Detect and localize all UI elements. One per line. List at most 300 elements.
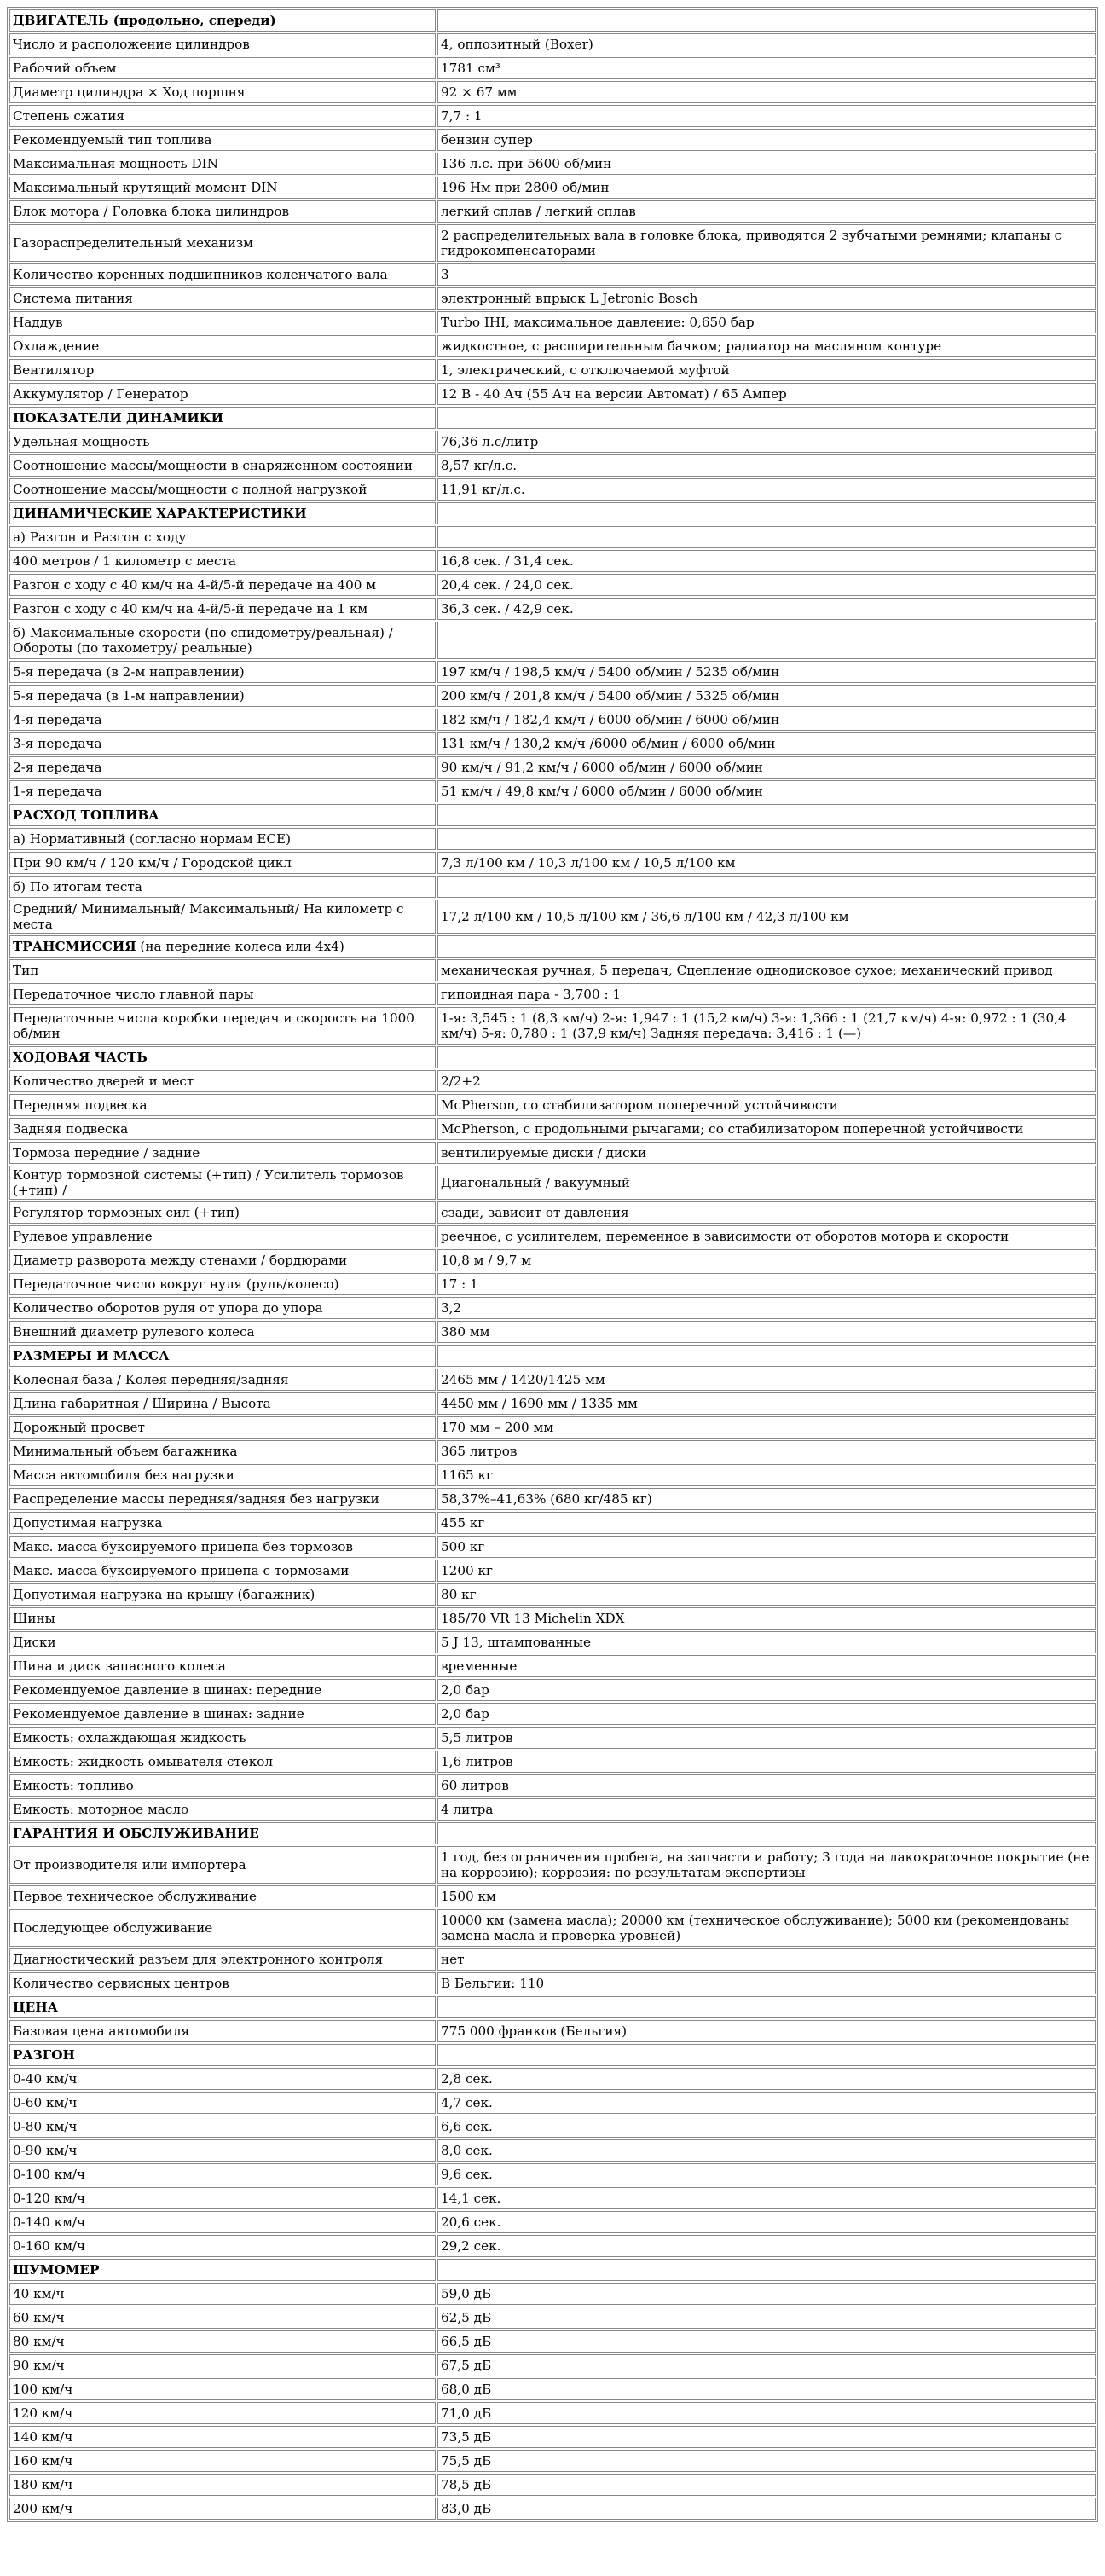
spec-label: Макс. масса буксируемого прицепа с тормозами bbox=[9, 1560, 436, 1582]
spec-label: Соотношение массы/мощности с полной нагрузкой bbox=[9, 478, 436, 501]
spec-label: Наддув bbox=[9, 311, 436, 333]
spec-row bbox=[9, 57, 1096, 79]
spec-row bbox=[9, 1118, 1096, 1140]
spec-value bbox=[437, 2044, 1096, 2066]
spec-value: механическая ручная, 5 передач, Сцепление однодисковое сухое; механический привод bbox=[437, 959, 1096, 981]
spec-row bbox=[9, 2235, 1096, 2257]
spec-label: 120 км/ч bbox=[9, 2402, 436, 2424]
spec-row bbox=[9, 1464, 1096, 1486]
section-title bbox=[9, 2259, 436, 2281]
spec-value: В Бельгии: 110 bbox=[437, 1972, 1096, 1994]
spec-label: Количество оборотов руля от упора до упора bbox=[9, 1297, 436, 1319]
spec-label: Распределение массы передняя/задняя без нагрузки bbox=[9, 1488, 436, 1510]
spec-value: бензин супер bbox=[437, 129, 1096, 151]
spec-row bbox=[9, 2211, 1096, 2233]
spec-value: гипоидная пара - 3,700 : 1 bbox=[437, 983, 1096, 1005]
spec-sheet bbox=[7, 7, 1098, 2522]
spec-label: 90 км/ч bbox=[9, 2354, 436, 2376]
spec-label: 0-80 км/ч bbox=[9, 2116, 436, 2138]
spec-label: Шина и диск запасного колеса bbox=[9, 1655, 436, 1677]
spec-value: 2465 мм / 1420/1425 мм bbox=[437, 1369, 1096, 1391]
spec-label: Внешний диаметр рулевого колеса bbox=[9, 1321, 436, 1343]
spec-label: Диски bbox=[9, 1631, 436, 1653]
spec-label: Охлаждение bbox=[9, 335, 436, 357]
section-header-row bbox=[9, 1996, 1096, 2018]
spec-value: 3,2 bbox=[437, 1297, 1096, 1319]
spec-label: Шины bbox=[9, 1607, 436, 1630]
spec-value: 59,0 дБ bbox=[437, 2283, 1096, 2305]
spec-row bbox=[9, 2307, 1096, 2329]
section-header-row bbox=[9, 9, 1096, 32]
spec-value: 83,0 дБ bbox=[437, 2498, 1096, 2520]
spec-row bbox=[9, 574, 1096, 596]
spec-row bbox=[9, 1392, 1096, 1415]
spec-row bbox=[9, 431, 1096, 453]
spec-row bbox=[9, 1536, 1096, 1558]
spec-value: 131 км/ч / 130,2 км/ч /6000 об/мин / 6000 об/мин bbox=[437, 732, 1096, 755]
spec-value: 68,0 дБ bbox=[437, 2378, 1096, 2400]
spec-label: а) Разгон и Разгон с ходу bbox=[9, 526, 436, 548]
spec-row bbox=[9, 335, 1096, 357]
spec-label: Емкость: топливо bbox=[9, 1774, 436, 1797]
spec-row bbox=[9, 983, 1096, 1005]
spec-row bbox=[9, 200, 1096, 223]
spec-value: McPherson, с продольными рычагами; со стабилизатором поперечной устойчивости bbox=[437, 1118, 1096, 1140]
spec-row bbox=[9, 2116, 1096, 2138]
spec-row bbox=[9, 1488, 1096, 1510]
spec-row bbox=[9, 1560, 1096, 1582]
spec-label: Рекомендуемое давление в шинах: передние bbox=[9, 1679, 436, 1701]
spec-row bbox=[9, 756, 1096, 779]
spec-row bbox=[9, 1972, 1096, 1994]
spec-value: жидкостное, с расширительным бачком; радиатор на масляном контуре bbox=[437, 335, 1096, 357]
spec-row bbox=[9, 661, 1096, 683]
spec-row bbox=[9, 685, 1096, 707]
spec-value: 29,2 сек. bbox=[437, 2235, 1096, 2257]
spec-value: 67,5 дБ bbox=[437, 2354, 1096, 2376]
spec-value: 7,3 л/100 км / 10,3 л/100 км / 10,5 л/100 км bbox=[437, 852, 1096, 874]
spec-row bbox=[9, 1512, 1096, 1534]
spec-row bbox=[9, 2068, 1096, 2090]
spec-row bbox=[9, 900, 1096, 934]
spec-label: 60 км/ч bbox=[9, 2307, 436, 2329]
spec-row bbox=[9, 1201, 1096, 1224]
spec-value: 2,0 бар bbox=[437, 1703, 1096, 1725]
spec-value: 36,3 сек. / 42,9 сек. bbox=[437, 598, 1096, 620]
spec-row bbox=[9, 311, 1096, 333]
spec-value bbox=[437, 828, 1096, 850]
spec-row bbox=[9, 2450, 1096, 2472]
spec-value: сзади, зависит от давления bbox=[437, 1201, 1096, 1224]
spec-label: 0-60 км/ч bbox=[9, 2092, 436, 2114]
spec-label: б) Максимальные скорости (по спидометру/реальная) / Обороты (по тахометру/ реальные) bbox=[9, 622, 436, 659]
spec-row bbox=[9, 1846, 1096, 1884]
spec-label: Макс. масса буксируемого прицепа без тормозов bbox=[9, 1536, 436, 1558]
spec-label: 0-120 км/ч bbox=[9, 2187, 436, 2209]
spec-row bbox=[9, 383, 1096, 405]
spec-value: 16,8 сек. / 31,4 сек. bbox=[437, 550, 1096, 572]
section-title-text: ГАРАНТИЯ И ОБСЛУЖИВАНИЕ bbox=[13, 1826, 259, 1841]
spec-value: 380 мм bbox=[437, 1321, 1096, 1343]
spec-label: Масса автомобиля без нагрузки bbox=[9, 1464, 436, 1486]
spec-value: 2,0 бар bbox=[437, 1679, 1096, 1701]
spec-value: 2,8 сек. bbox=[437, 2068, 1096, 2090]
spec-row bbox=[9, 2020, 1096, 2042]
spec-label: От производителя или импортера bbox=[9, 1846, 436, 1884]
spec-row bbox=[9, 2354, 1096, 2376]
spec-label: Передаточное число главной пары bbox=[9, 983, 436, 1005]
spec-value: 17 : 1 bbox=[437, 1273, 1096, 1295]
spec-value: 170 мм – 200 мм bbox=[437, 1416, 1096, 1439]
spec-label: Тип bbox=[9, 959, 436, 981]
spec-label: Максимальная мощность DIN bbox=[9, 153, 436, 175]
spec-value: 11,91 кг/л.с. bbox=[437, 478, 1096, 501]
spec-row bbox=[9, 1142, 1096, 1164]
spec-value: 455 кг bbox=[437, 1512, 1096, 1534]
spec-label: 100 км/ч bbox=[9, 2378, 436, 2400]
spec-value bbox=[437, 2259, 1096, 2281]
spec-label: 0-140 км/ч bbox=[9, 2211, 436, 2233]
spec-row bbox=[9, 2474, 1096, 2496]
section-title bbox=[9, 935, 436, 958]
spec-label: 0-40 км/ч bbox=[9, 2068, 436, 2090]
spec-row bbox=[9, 2426, 1096, 2448]
spec-value: 185/70 VR 13 Michelin XDX bbox=[437, 1607, 1096, 1630]
section-title bbox=[9, 1345, 436, 1367]
section-title-text: РАЗМЕРЫ И МАССА bbox=[13, 1348, 170, 1363]
spec-label: Аккумулятор / Генератор bbox=[9, 383, 436, 405]
spec-row bbox=[9, 2139, 1096, 2162]
spec-value: 1165 кг bbox=[437, 1464, 1096, 1486]
spec-value: временные bbox=[437, 1655, 1096, 1677]
spec-label: 200 км/ч bbox=[9, 2498, 436, 2520]
spec-value: 1-я: 3,545 : 1 (8,3 км/ч) 2-я: 1,947 : 1 (15,2 км/ч) 3-я: 1,366 : 1 (21,7 км/ч) 4-я: 0,972 : 1 (30,4 км/ч) 5-я: 0,780 : 1 (37,9 км/ч) Задняя передача: 3,416 : 1 (—) bbox=[437, 1007, 1096, 1045]
spec-label: Количество коренных подшипников коленчатого вала bbox=[9, 263, 436, 286]
section-header-row bbox=[9, 2044, 1096, 2066]
spec-label: 5-я передача (в 2-м направлении) bbox=[9, 661, 436, 683]
spec-label: Степень сжатия bbox=[9, 105, 436, 127]
spec-value: нет bbox=[437, 1948, 1096, 1971]
spec-label: Соотношение массы/мощности в снаряженном состоянии bbox=[9, 454, 436, 477]
spec-row bbox=[9, 2378, 1096, 2400]
spec-row bbox=[9, 1727, 1096, 1749]
spec-row bbox=[9, 622, 1096, 659]
spec-value bbox=[437, 526, 1096, 548]
spec-value: McPherson, со стабилизатором поперечной устойчивости bbox=[437, 1094, 1096, 1116]
section-header-row bbox=[9, 1822, 1096, 1844]
spec-value: 5 J 13, штампованные bbox=[437, 1631, 1096, 1653]
spec-value: 6,6 сек. bbox=[437, 2116, 1096, 2138]
spec-row bbox=[9, 1583, 1096, 1606]
section-header-row bbox=[9, 935, 1096, 958]
spec-value: 51 км/ч / 49,8 км/ч / 6000 об/мин / 6000 об/мин bbox=[437, 780, 1096, 802]
spec-row bbox=[9, 732, 1096, 755]
spec-row bbox=[9, 153, 1096, 175]
section-header-row bbox=[9, 502, 1096, 524]
spec-value: легкий сплав / легкий сплав bbox=[437, 200, 1096, 223]
spec-row bbox=[9, 478, 1096, 501]
spec-label: 0-90 км/ч bbox=[9, 2139, 436, 2162]
spec-label: Газораспределительный механизм bbox=[9, 224, 436, 262]
spec-label: Допустимая нагрузка bbox=[9, 1512, 436, 1534]
spec-value: 8,0 сек. bbox=[437, 2139, 1096, 2162]
spec-label: Емкость: моторное масло bbox=[9, 1798, 436, 1821]
spec-row bbox=[9, 2283, 1096, 2305]
spec-row bbox=[9, 1094, 1096, 1116]
spec-label: Последующее обслуживание bbox=[9, 1909, 436, 1947]
spec-value: 17,2 л/100 км / 10,5 л/100 км / 36,6 л/100 км / 42,3 л/100 км bbox=[437, 900, 1096, 934]
spec-row bbox=[9, 1225, 1096, 1247]
spec-row bbox=[9, 2330, 1096, 2353]
spec-value: 10,8 м / 9,7 м bbox=[437, 1249, 1096, 1271]
spec-label: Емкость: жидкость омывателя стекол bbox=[9, 1751, 436, 1773]
spec-value: 62,5 дБ bbox=[437, 2307, 1096, 2329]
spec-label: а) Нормативный (согласно нормам ECE) bbox=[9, 828, 436, 850]
spec-row bbox=[9, 224, 1096, 262]
spec-row bbox=[9, 876, 1096, 898]
section-header-row bbox=[9, 804, 1096, 826]
spec-value: 4 литра bbox=[437, 1798, 1096, 1821]
section-title-text: ТРАНСМИССИЯ bbox=[13, 939, 136, 954]
spec-label: Задняя подвеска bbox=[9, 1118, 436, 1140]
spec-label: 140 км/ч bbox=[9, 2426, 436, 2448]
section-title bbox=[9, 1822, 436, 1844]
spec-row bbox=[9, 1798, 1096, 1821]
spec-value: вентилируемые диски / диски bbox=[437, 1142, 1096, 1164]
spec-row bbox=[9, 33, 1096, 55]
spec-row bbox=[9, 2402, 1096, 2424]
spec-label: Передаточное число вокруг нуля (руль/колесо) bbox=[9, 1273, 436, 1295]
spec-label: Диагностический разъем для электронного контроля bbox=[9, 1948, 436, 1971]
spec-table-body bbox=[9, 9, 1096, 2520]
spec-value: 14,1 сек. bbox=[437, 2187, 1096, 2209]
spec-label: 0-100 км/ч bbox=[9, 2163, 436, 2185]
spec-value: 1, электрический, с отключаемой муфтой bbox=[437, 359, 1096, 381]
spec-row bbox=[9, 1166, 1096, 1200]
spec-label: Тормоза передние / задние bbox=[9, 1142, 436, 1164]
spec-value: 71,0 дБ bbox=[437, 2402, 1096, 2424]
spec-value: 5,5 литров bbox=[437, 1727, 1096, 1749]
spec-value: 2/2+2 bbox=[437, 1070, 1096, 1092]
section-title bbox=[9, 502, 436, 524]
spec-label: Разгон с ходу с 40 км/ч на 4-й/5-й передаче на 1 км bbox=[9, 598, 436, 620]
section-title-suffix: (на передние колеса или 4x4) bbox=[136, 939, 344, 954]
spec-value: 20,6 сек. bbox=[437, 2211, 1096, 2233]
spec-label: Разгон с ходу с 40 км/ч на 4-й/5-й передаче на 400 м bbox=[9, 574, 436, 596]
spec-label: Количество дверей и мест bbox=[9, 1070, 436, 1092]
spec-row bbox=[9, 1297, 1096, 1319]
section-title bbox=[9, 9, 436, 32]
spec-value: 1200 кг bbox=[437, 1560, 1096, 1582]
spec-table bbox=[7, 7, 1098, 2522]
section-title-text: ЦЕНА bbox=[13, 2000, 58, 2015]
spec-row bbox=[9, 2498, 1096, 2520]
spec-value: 136 л.с. при 5600 об/мин bbox=[437, 153, 1096, 175]
spec-value bbox=[437, 1822, 1096, 1844]
spec-label: Контур тормозной системы (+тип) / Усилитель тормозов (+тип) / bbox=[9, 1166, 436, 1200]
spec-value: 365 литров bbox=[437, 1440, 1096, 1462]
spec-row bbox=[9, 1655, 1096, 1677]
section-title bbox=[9, 804, 436, 826]
spec-row bbox=[9, 1885, 1096, 1907]
spec-row bbox=[9, 1007, 1096, 1045]
section-header-row bbox=[9, 2259, 1096, 2281]
spec-row bbox=[9, 359, 1096, 381]
spec-row bbox=[9, 959, 1096, 981]
spec-row bbox=[9, 828, 1096, 850]
spec-value: 200 км/ч / 201,8 км/ч / 5400 об/мин / 5325 об/мин bbox=[437, 685, 1096, 707]
spec-value: 75,5 дБ bbox=[437, 2450, 1096, 2472]
spec-value: 4450 мм / 1690 мм / 1335 мм bbox=[437, 1392, 1096, 1415]
spec-label: Удельная мощность bbox=[9, 431, 436, 453]
spec-value: 1781 см³ bbox=[437, 57, 1096, 79]
spec-value: 9,6 сек. bbox=[437, 2163, 1096, 2185]
spec-row bbox=[9, 1070, 1096, 1092]
spec-value: 1,6 литров bbox=[437, 1751, 1096, 1773]
spec-label: Рекомендуемое давление в шинах: задние bbox=[9, 1703, 436, 1725]
spec-row bbox=[9, 177, 1096, 199]
spec-row bbox=[9, 454, 1096, 477]
spec-label: Рулевое управление bbox=[9, 1225, 436, 1247]
spec-label: Блок мотора / Головка блока цилиндров bbox=[9, 200, 436, 223]
section-title-text: РАСХОД ТОПЛИВА bbox=[13, 808, 159, 823]
spec-value: 73,5 дБ bbox=[437, 2426, 1096, 2448]
section-title bbox=[9, 1996, 436, 2018]
spec-row bbox=[9, 105, 1096, 127]
spec-value: 78,5 дБ bbox=[437, 2474, 1096, 2496]
section-title-text: ДВИГАТЕЛЬ (продольно, спереди) bbox=[13, 13, 276, 28]
spec-row bbox=[9, 2163, 1096, 2185]
section-title-text: ПОКАЗАТЕЛИ ДИНАМИКИ bbox=[13, 410, 223, 425]
spec-label: Минимальный объем багажника bbox=[9, 1440, 436, 1462]
spec-row bbox=[9, 550, 1096, 572]
spec-row bbox=[9, 1416, 1096, 1439]
spec-value: 197 км/ч / 198,5 км/ч / 5400 об/мин / 5235 об/мин bbox=[437, 661, 1096, 683]
spec-row bbox=[9, 1679, 1096, 1701]
spec-value bbox=[437, 1996, 1096, 2018]
section-title-text: ХОДОВАЯ ЧАСТЬ bbox=[13, 1050, 148, 1065]
spec-value: 12 В - 40 Ач (55 Ач на версии Автомат) / 65 Ампер bbox=[437, 383, 1096, 405]
spec-label: 400 метров / 1 километр с места bbox=[9, 550, 436, 572]
spec-label: При 90 км/ч / 120 км/ч / Городской цикл bbox=[9, 852, 436, 874]
section-header-row bbox=[9, 1046, 1096, 1068]
spec-value bbox=[437, 622, 1096, 659]
spec-value bbox=[437, 1046, 1096, 1068]
spec-row bbox=[9, 1607, 1096, 1630]
spec-row bbox=[9, 1774, 1096, 1797]
spec-row bbox=[9, 129, 1096, 151]
spec-value: 7,7 : 1 bbox=[437, 105, 1096, 127]
spec-value: 66,5 дБ bbox=[437, 2330, 1096, 2353]
spec-row bbox=[9, 1703, 1096, 1725]
spec-label: 5-я передача (в 1-м направлении) bbox=[9, 685, 436, 707]
spec-value: электронный впрыск L Jetronic Bosch bbox=[437, 287, 1096, 310]
spec-label: Диаметр разворота между стенами / бордюрами bbox=[9, 1249, 436, 1271]
spec-label: Средний/ Минимальный/ Максимальный/ На километр с места bbox=[9, 900, 436, 934]
spec-label: Максимальный крутящий момент DIN bbox=[9, 177, 436, 199]
spec-row bbox=[9, 1631, 1096, 1653]
spec-value: 60 литров bbox=[437, 1774, 1096, 1797]
section-header-row bbox=[9, 407, 1096, 429]
spec-row bbox=[9, 1273, 1096, 1295]
spec-label: Емкость: охлаждающая жидкость bbox=[9, 1727, 436, 1749]
spec-label: Рекомендуемый тип топлива bbox=[9, 129, 436, 151]
spec-label: б) По итогам теста bbox=[9, 876, 436, 898]
spec-value: 2 распределительных вала в головке блока, приводятся 2 зубчатыми ремнями; клапаны с гидрокомпенсаторами bbox=[437, 224, 1096, 262]
spec-row bbox=[9, 81, 1096, 103]
spec-value bbox=[437, 804, 1096, 826]
spec-row bbox=[9, 1440, 1096, 1462]
spec-label: 1-я передача bbox=[9, 780, 436, 802]
spec-label: Регулятор тормозных сил (+тип) bbox=[9, 1201, 436, 1224]
spec-row bbox=[9, 2187, 1096, 2209]
spec-label: Первое техническое обслуживание bbox=[9, 1885, 436, 1907]
spec-value: 8,57 кг/л.с. bbox=[437, 454, 1096, 477]
spec-value: 196 Нм при 2800 об/мин bbox=[437, 177, 1096, 199]
spec-value: Диагональный / вакуумный bbox=[437, 1166, 1096, 1200]
spec-value bbox=[437, 9, 1096, 32]
spec-value: 80 кг bbox=[437, 1583, 1096, 1606]
spec-value: реечное, с усилителем, переменное в зависимости от оборотов мотора и скорости bbox=[437, 1225, 1096, 1247]
spec-row bbox=[9, 1751, 1096, 1773]
spec-row bbox=[9, 287, 1096, 310]
spec-value: 1500 км bbox=[437, 1885, 1096, 1907]
spec-label: 180 км/ч bbox=[9, 2474, 436, 2496]
spec-value bbox=[437, 876, 1096, 898]
spec-label: Вентилятор bbox=[9, 359, 436, 381]
spec-label: 0-160 км/ч bbox=[9, 2235, 436, 2257]
spec-value: 92 × 67 мм bbox=[437, 81, 1096, 103]
spec-label: Число и расположение цилиндров bbox=[9, 33, 436, 55]
spec-value: 1 год, без ограничения пробега, на запчасти и работу; 3 года на лакокрасочное покрытие (не на коррозию); коррозия: по результатам экспертизы bbox=[437, 1846, 1096, 1884]
spec-row bbox=[9, 1369, 1096, 1391]
spec-label: Рабочий объем bbox=[9, 57, 436, 79]
spec-label: Допустимая нагрузка на крышу (багажник) bbox=[9, 1583, 436, 1606]
spec-value: 4,7 сек. bbox=[437, 2092, 1096, 2114]
spec-value: 90 км/ч / 91,2 км/ч / 6000 об/мин / 6000 об/мин bbox=[437, 756, 1096, 779]
section-title-text: РАЗГОН bbox=[13, 2047, 75, 2063]
spec-value bbox=[437, 502, 1096, 524]
spec-label: Количество сервисных центров bbox=[9, 1972, 436, 1994]
spec-value bbox=[437, 1345, 1096, 1367]
spec-label: Дорожный просвет bbox=[9, 1416, 436, 1439]
section-title-text: ШУМОМЕР bbox=[13, 2262, 100, 2278]
spec-label: Колесная база / Колея передняя/задняя bbox=[9, 1369, 436, 1391]
spec-label: Длина габаритная / Ширина / Высота bbox=[9, 1392, 436, 1415]
spec-row bbox=[9, 598, 1096, 620]
spec-value: 500 кг bbox=[437, 1536, 1096, 1558]
spec-label: Передняя подвеска bbox=[9, 1094, 436, 1116]
spec-row bbox=[9, 1249, 1096, 1271]
spec-row bbox=[9, 1948, 1096, 1971]
spec-label: Диаметр цилиндра × Ход поршня bbox=[9, 81, 436, 103]
spec-label: 4-я передача bbox=[9, 709, 436, 731]
spec-row bbox=[9, 526, 1096, 548]
spec-value: 4, оппозитный (Boxer) bbox=[437, 33, 1096, 55]
spec-value: 775 000 франков (Бельгия) bbox=[437, 2020, 1096, 2042]
spec-row bbox=[9, 263, 1096, 286]
spec-row bbox=[9, 1321, 1096, 1343]
spec-value: 182 км/ч / 182,4 км/ч / 6000 об/мин / 6000 об/мин bbox=[437, 709, 1096, 731]
spec-value: 76,36 л.с/литр bbox=[437, 431, 1096, 453]
spec-label: 160 км/ч bbox=[9, 2450, 436, 2472]
spec-row bbox=[9, 709, 1096, 731]
spec-label: 3-я передача bbox=[9, 732, 436, 755]
spec-row bbox=[9, 852, 1096, 874]
section-title bbox=[9, 2044, 436, 2066]
spec-value: 20,4 сек. / 24,0 сек. bbox=[437, 574, 1096, 596]
spec-row bbox=[9, 780, 1096, 802]
